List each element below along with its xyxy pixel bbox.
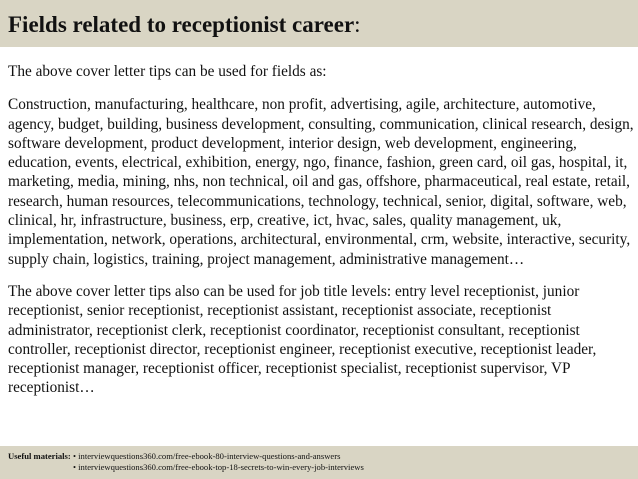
title-bar: [0, 0, 638, 47]
footer-link-ebook-80-questions[interactable]: • interviewquestions360.com/free-ebook-80-interview-questions-and-answers: [73, 451, 341, 461]
footer-row-2: [8, 462, 638, 473]
footer-row-1: [8, 451, 638, 462]
footer-label-suffix: :: [67, 451, 71, 461]
footer-label: [8, 451, 73, 462]
slide-body: [8, 62, 634, 398]
job-levels-text: The above cover letter tips also can be used for job title levels: entry level receptionist, junior receptionist, senior receptionist, receptionist assistant, receptionist associate, receptionist administrator, receptionist clerk, receptionist coordinator, receptionist consultant, receptionist controller, receptionist director, receptionist engineer, receptionist executive, receptionist leader, receptionist manager, receptionist officer, receptionist specialist, receptionist supervisor, VP receptionist…: [8, 282, 597, 397]
page-title: [8, 11, 638, 39]
footer-link-ebook-18-secrets[interactable]: • interviewquestions360.com/free-ebook-top-18-secrets-to-win-every-job-interviews: [73, 462, 364, 472]
footer-label-spacer: [8, 462, 73, 473]
footer-label-text: Useful materials: [8, 451, 68, 461]
footer-bar: [0, 446, 638, 479]
page-title-colon: :: [354, 12, 361, 37]
fields-list-text: Construction, manufacturing, healthcare, non profit, advertising, agile, architecture, automotive, agency, budget, building, business development, consulting, communication, clinical research, design, software development, product development, interior design, web development, engineering, education, events, electrical, exhibition, energy, ngo, finance, fashion, green card, oil gas, hospital, it, marketing, media, mining, nhs, non technical, oil and gas, offshore, pharmaceutical, real estate, retail, research, human resources, telecommunications, technology, technical, senior, digital, software, web, clinical, hr, infrastructure, business, erp, creative, ict, hvac, sales, quality management, uk, implementation, network, operations, architectural, environmental, crm, website, interactive, security, supply chain, logistics, training, project management, administrative management…: [8, 96, 634, 268]
intro-text: The above cover letter tips can be used for fields as:: [8, 63, 327, 80]
page-title-text: Fields related to receptionist career: [8, 12, 355, 37]
